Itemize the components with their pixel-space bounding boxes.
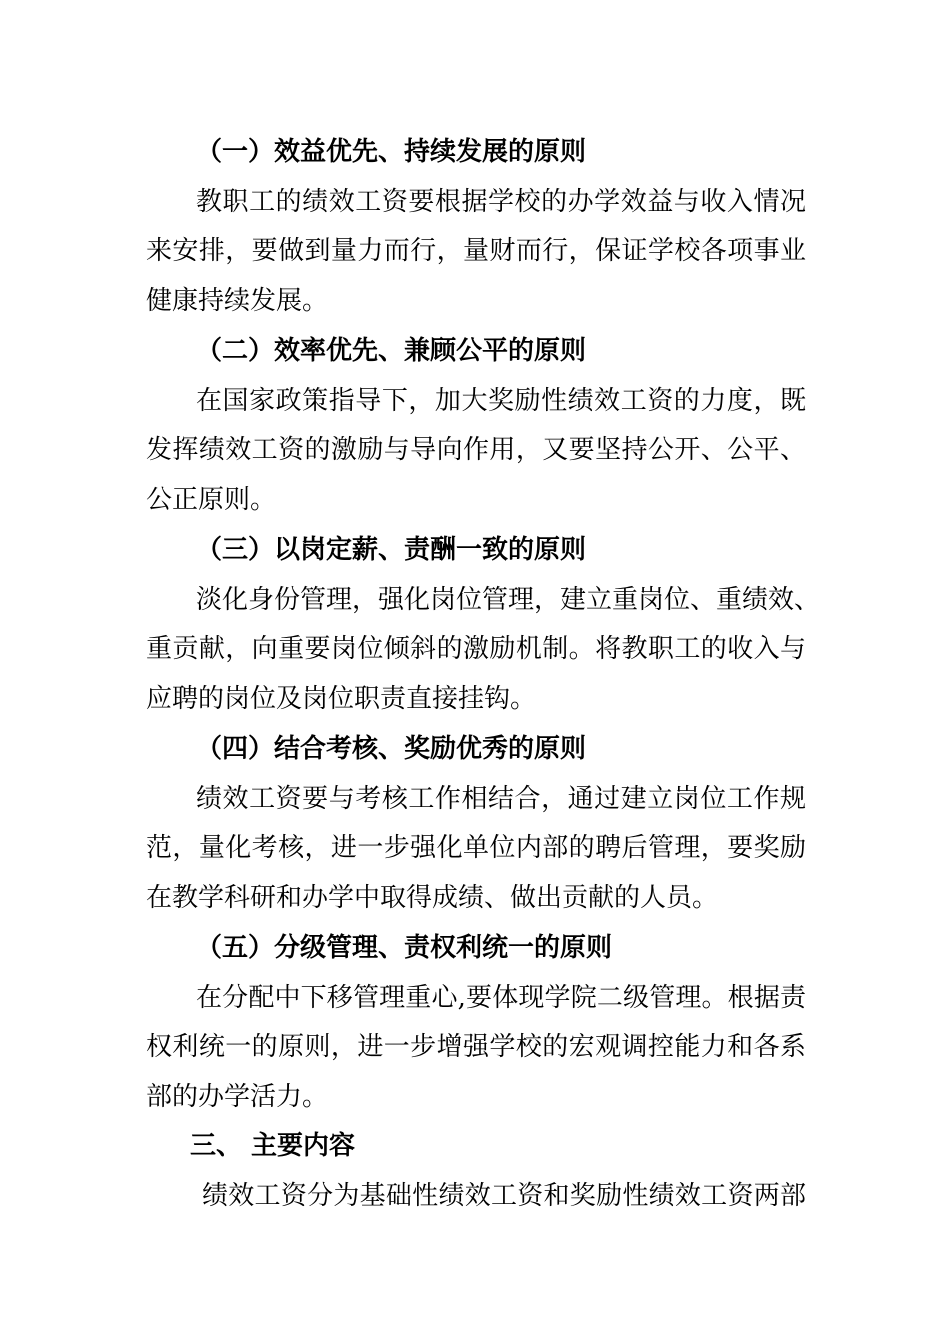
section-heading-2: （二）效率优先、兼顾公平的原则: [196, 336, 587, 366]
paragraph-line: 绩效工资分为基础性绩效工资和奖励性绩效工资两部: [202, 1181, 806, 1211]
paragraph-line: 发挥绩效工资的激励与导向作用，又要坚持公开、公平、: [146, 435, 806, 465]
paragraph-line: 来安排，要做到量力而行，量财而行，保证学校各项事业: [146, 236, 806, 266]
section-heading-1: （一）效益优先、持续发展的原则: [196, 137, 587, 167]
paragraph-line: 教职工的绩效工资要根据学校的办学效益与收入情况: [196, 187, 806, 217]
paragraph-line: 绩效工资要与考核工作相结合，通过建立岗位工作规: [196, 784, 806, 814]
paragraph-line: 公正原则。: [146, 485, 277, 515]
section-heading-5: （五）分级管理、责权利统一的原则: [196, 933, 613, 963]
paragraph-line: 淡化身份管理，强化岗位管理，建立重岗位、重绩效、: [196, 585, 821, 615]
main-section-heading: 三、 主要内容: [190, 1131, 356, 1161]
paragraph-line: 范，量化考核，进一步强化单位内部的聘后管理，要奖励: [146, 833, 806, 863]
paragraph-line: 部的办学活力。: [146, 1082, 329, 1112]
paragraph-line: 健康持续发展。: [146, 286, 329, 316]
paragraph-line: 应聘的岗位及岗位职责直接挂钩。: [146, 684, 537, 714]
section-heading-4: （四）结合考核、奖励优秀的原则: [196, 734, 587, 764]
paragraph-line: 在教学科研和办学中取得成绩、做出贡献的人员。: [146, 883, 719, 913]
paragraph-line: 重贡献，向重要岗位倾斜的激励机制。将教职工的收入与: [146, 634, 806, 664]
paragraph-line: 权利统一的原则，进一步增强学校的宏观调控能力和各系: [146, 1032, 806, 1062]
section-heading-3: （三）以岗定薪、责酬一致的原则: [196, 535, 587, 565]
paragraph-line: 在分配中下移管理重心,要体现学院二级管理。根据责: [196, 983, 806, 1013]
paragraph-line: 在国家政策指导下，加大奖励性绩效工资的力度，既: [196, 386, 806, 416]
